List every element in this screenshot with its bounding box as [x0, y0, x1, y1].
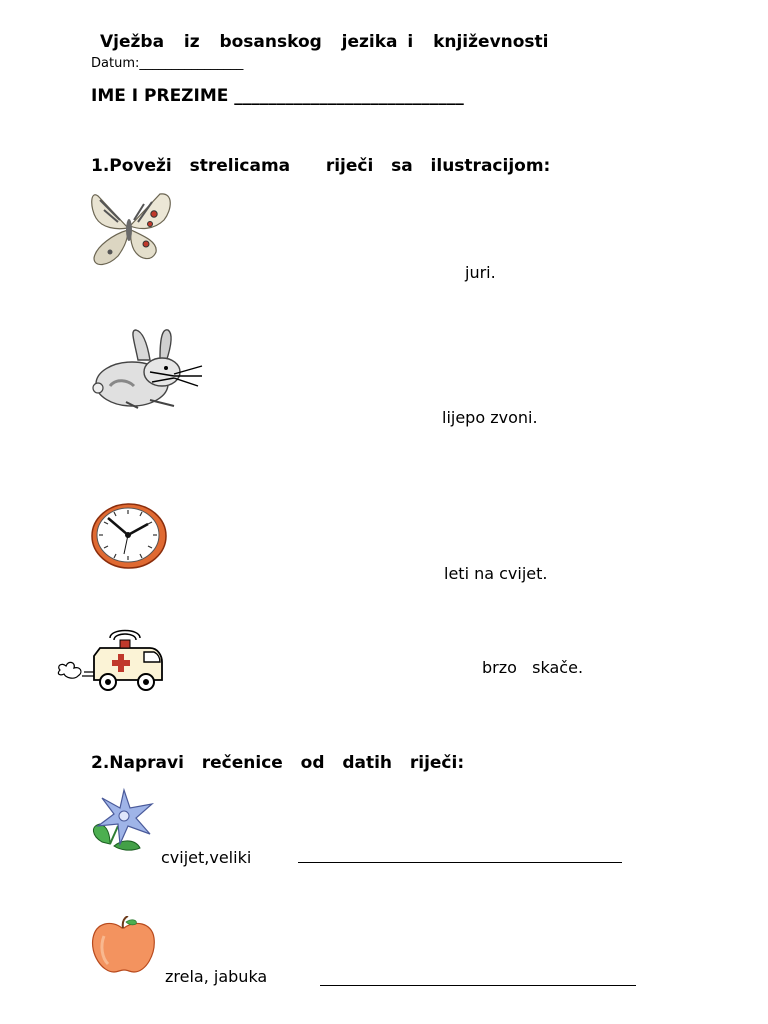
phrase-2: lijepo zvoni.: [442, 408, 538, 427]
task2-words-2: zrela, jabuka: [165, 967, 268, 986]
clock-icon: [90, 502, 168, 570]
butterfly-icon: [88, 190, 174, 270]
date-field-label: Datum:________________: [91, 56, 244, 71]
flower-icon: [88, 786, 158, 852]
phrase-1: juri.: [465, 263, 496, 282]
task2-words-1: cvijet,veliki: [161, 848, 252, 867]
name-field-label: IME I PREZIME ___________________________: [91, 86, 464, 106]
ambulance-icon: [54, 626, 166, 692]
task2-heading: 2.Napravi rečenice od datih riječi:: [91, 753, 465, 773]
rabbit-icon: [90, 326, 206, 412]
answer-line-2[interactable]: [320, 985, 636, 986]
task1-heading: 1.Poveži strelicama riječi sa ilustracijom:: [91, 156, 551, 176]
answer-line-1[interactable]: [298, 862, 622, 863]
worksheet-title: Vježba iz bosanskog jezika i književnosti: [100, 32, 549, 52]
phrase-3: leti na cvijet.: [444, 564, 548, 583]
apple-icon: [90, 916, 158, 974]
phrase-4: brzo skače.: [482, 658, 584, 677]
